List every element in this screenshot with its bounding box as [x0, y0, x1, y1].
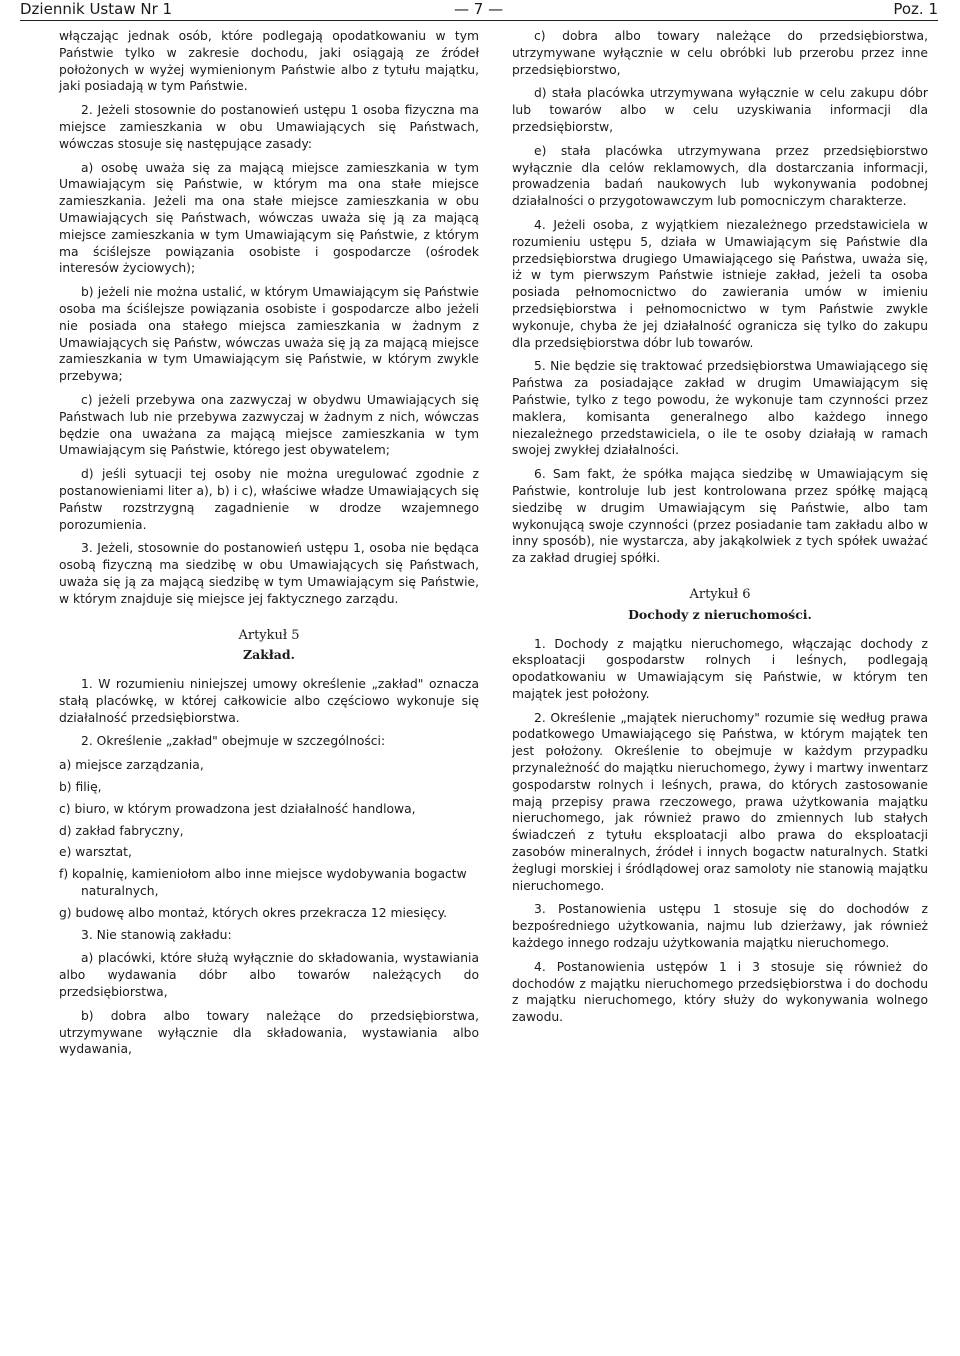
- left-column: [59, 28, 479, 1065]
- paragraph: b) jeżeli nie można ustalić, w którym Umawiającym się Państwie osoba ma ściślejsze powiązania osobiste i gospodarcze albo jeżeli nie posiada ona stałego miejsca zamieszkania w żadnym z Umawiających się Państw, wówczas uważa się ją za mającą miejsce zamieszkania w tym Umawiającym się Państwie, w którym zwykle przebywa;: [59, 285, 479, 384]
- paragraph: d) stała placówka utrzymywana wyłącznie w celu zakupu dóbr lub towarów albo w celu uzyskiwania informacji dla przedsiębiorstw,: [512, 86, 928, 134]
- article-title: Zakład.: [243, 647, 295, 663]
- right-column: [512, 28, 928, 1033]
- paragraph: 4. Postanowienia ustępów 1 i 3 stosuje się również do dochodów z majątku nieruchomego przedsiębiorstwa i do dochodu z majątku nieruchomego, który służy do wykonywania wolnego zawodu.: [512, 959, 928, 1025]
- paragraph: c) dobra albo towary należące do przedsiębiorstwa, utrzymywane wyłącznie w celu obróbki lub przerobu przez inne przedsiębiorstwo,: [512, 29, 928, 77]
- paragraph: a) placówki, które służą wyłącznie do składowania, wystawiania albo wydawania dóbr albo towarów należących do przedsiębiorstwa,: [59, 951, 479, 1000]
- paragraph: włączając jednak osób, które podlegają opodatkowaniu w tym Państwie tylko w zakresie dochodu, jaki osiągają ze źródeł położonych w wyżej wymienionym Państwie albo z tytułu majątku, jaki posiadają w tym Państwie.: [59, 29, 479, 94]
- paragraph: 4. Jeżeli osoba, z wyjątkiem niezależnego przedstawiciela w rozumieniu ustępu 5, działa w Umawiającym się Państwie dla przedsiębiorstwa drugiego Umawiającego się Państwa, uważa się, iż w tym pierwszym Państwie istnieje zakład, jeżeli ta osoba posiada pełnomocnictwo do zawierania umów w imieniu przedsiębiorstwa i pełnomocnictwo w tym Państwie zwykle wykonuje, chyba że jej działalność ogranicza się tylko do zakupu dla przedsiębiorstwa dóbr lub towarów.: [512, 217, 928, 350]
- paragraph: 1. Dochody z majątku nieruchomego, włączając dochody z eksploatacji gospodarstw rolnych i leśnych, podlegają opodatkowaniu w Umawiającym się Państwie, w którym ten majątek jest położony.: [512, 636, 928, 701]
- paragraph: 3. Nie stanowią zakładu:: [81, 927, 232, 942]
- journal-title: Dziennik Ustaw Nr 1: [20, 0, 173, 18]
- paragraph: 3. Jeżeli, stosownie do postanowień ustępu 1, osoba nie będąca osobą fizyczną ma siedzibę w obu Umawiających się Państwach, uważa się ją za mającą siedzibę w tym Umawiającym się Państwie, w którym znajduje się miejsce jej faktycznego zarządu.: [59, 541, 479, 606]
- paragraph: c) jeżeli przebywa ona zazwyczaj w obydwu Umawiających się Państwach lub nie przebywa zazwyczaj w żadnym z nich, wówczas będzie ona uważana za mającą miejsce zamieszkania w tym Umawiającym się Państwie, którego jest obywatelem;: [59, 392, 479, 458]
- list-item: e) warsztat,: [59, 845, 132, 860]
- article-title: Dochody z nieruchomości.: [628, 606, 812, 622]
- position-number: Poz. 1: [893, 0, 938, 18]
- paragraph: b) dobra albo towary należące do przedsiębiorstwa, utrzymywane wyłącznie dla składowania, wystawiania albo wydawania,: [59, 1008, 479, 1057]
- list-item: b) filię,: [59, 780, 102, 795]
- list-item: f) kopalnię, kamieniołom albo inne miejsce wydobywania bogactw naturalnych,: [59, 867, 467, 899]
- paragraph: 1. W rozumieniu niniejszej umowy określenie „zakład" oznacza stałą placówkę, w której całkowicie albo częściowo wykonuje się działalność przedsiębiorstwa.: [59, 677, 479, 725]
- list-item: a) miejsce zarządzania,: [59, 758, 204, 773]
- paragraph: 2. Określenie „majątek nieruchomy" rozumie się według prawa podatkowego Umawiającego się Państwa, w którym majątek ten jest położony. Określenie to obejmuje w każdym przypadku przynależność do majątku nieruchomego, żywy i martwy inwentarz gospodarstw rolnych i leśnych, prawa, do których zastosowanie mają przepisy prawa rzeczowego, prawa użytkowania majątku nieruchomego, jak również prawo do zmiennych lub stałych świadczeń z tytułu eksploatacji albo prawa do eksploatacji zasobów mineralnych, źródeł i innych bogactw naturalnych. Statki żeglugi morskiej i śródlądowej oraz samoloty nie stanowią majątku nieruchomego.: [512, 710, 928, 893]
- list-item: d) zakład fabryczny,: [59, 823, 184, 838]
- list-item: c) biuro, w którym prowadzona jest działalność handlowa,: [59, 801, 416, 816]
- paragraph: a) osobę uważa się za mającą miejsce zamieszkania w tym Umawiającym się Państwie, w którym ma ona stałe miejsce zamieszkania. Jeżeli ma ona stałe miejsce zamieszkania w obu Umawiających się Państwach, wówczas uważa się ją za mającą miejsce zamieszkania w tym Umawiającym się Państwie, z którym ma ściślejsze powiązania osobiste i gospodarcze (ośrodek interesów życiowych);: [59, 160, 479, 276]
- article-heading: Artykuł 6: [689, 586, 751, 602]
- page-header: [20, 0, 938, 21]
- paragraph: 5. Nie będzie się traktować przedsiębiorstwa Umawiającego się Państwa za posiadające zakład w drugim Umawiającym się Państwie, tylko z tego powodu, że wykonuje tam czynności przez maklera, komisanta generalnego albo każdego innego niezależnego przedstawiciela, o ile te osoby działają w ramach swojej zwykłej działalności.: [512, 359, 928, 458]
- list-item: g) budowę albo montaż, których okres przekracza 12 miesięcy.: [59, 905, 448, 920]
- paragraph: 3. Postanowienia ustępu 1 stosuje się do dochodów z bezpośredniego użytkowania, najmu lub dzierżawy, jak również każdego innego rodzaju użytkowania majątku nieruchomego.: [512, 902, 928, 951]
- paragraph: 2. Określenie „zakład" obejmuje w szczególności:: [81, 734, 386, 749]
- paragraph: 2. Jeżeli stosownie do postanowień ustępu 1 osoba fizyczna ma miejsce zamieszkania w obu Umawiających się Państwach, wówczas stosuje się następujące zasady:: [59, 103, 479, 151]
- paragraph: 6. Sam fakt, że spółka mająca siedzibę w Umawiającym się Państwie, kontroluje lub jest kontrolowana przez spółkę mającą siedzibę w drugim Umawiającym się Państwie, albo tam wykonującą swoje czynności (przez posiadanie tam zakładu albo w inny sposób), nie wystarcza, aby jakąkolwiek z tych spółek uważać za zakład drugiej spółki.: [512, 467, 928, 566]
- paragraph: e) stała placówka utrzymywana przez przedsiębiorstwo wyłącznie dla celów reklamowych, dla dostarczania informacji, prowadzenia badań naukowych lub wykonywania podobnej działalności o przygotowawczym lub pomocniczym charakterze.: [512, 143, 928, 209]
- article-heading: Artykuł 5: [238, 627, 300, 643]
- page-number: — 7 —: [454, 0, 504, 18]
- paragraph: d) jeśli sytuacji tej osoby nie można uregulować zgodnie z postanowieniami liter a), b) i c), właściwe władze Umawiających się Państw rozstrzygną zagadnienie w drodze wzajemnego porozumienia.: [59, 467, 479, 532]
